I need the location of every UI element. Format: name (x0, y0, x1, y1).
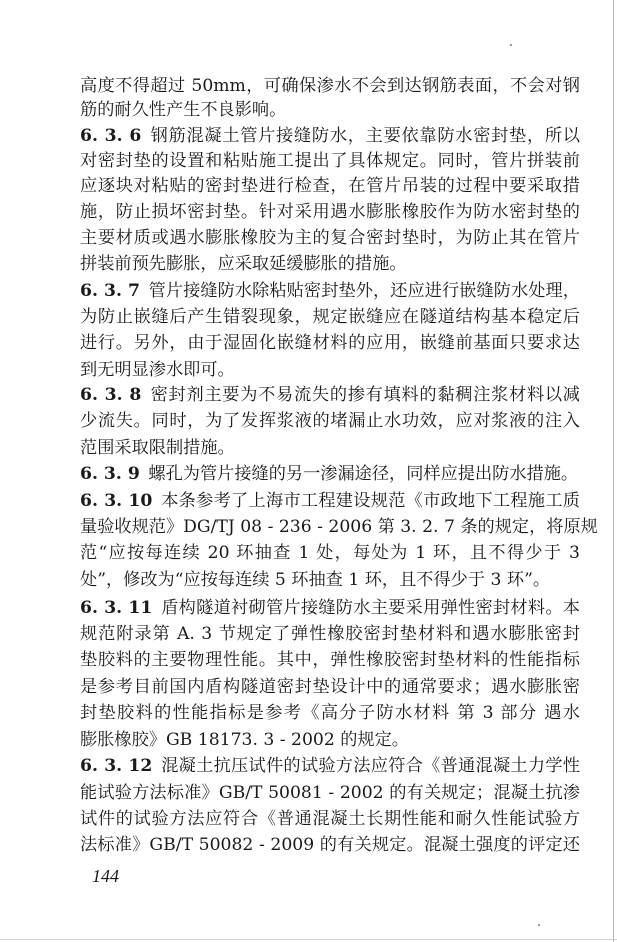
text-line (80, 384, 580, 406)
scan-border-right (613, 0, 614, 942)
text-line (80, 516, 598, 538)
text-line (80, 542, 580, 564)
line-text: 进行。另外，由于湿固化嵌缝材料的应用，嵌缝前基面只要求达 (80, 333, 580, 353)
text-line (80, 808, 580, 830)
scan-speck (510, 44, 512, 46)
section-number: 6. 3. 11 (80, 598, 153, 618)
scan-speck (538, 924, 540, 926)
text-line (80, 729, 580, 751)
line-text: 封垫胶料的性能指标是参考《高分子防水材料 第 3 部分 遇水 (80, 703, 580, 723)
text-line (80, 227, 580, 249)
text-line (80, 569, 580, 591)
text-line (80, 755, 580, 777)
line-text: 到无明显渗水即可。 (80, 360, 235, 380)
line-text: 管片接缝防水除粘贴密封垫外，还应进行嵌缝防水处理， (148, 281, 580, 301)
text-line (80, 280, 580, 302)
text-line (80, 782, 580, 804)
text-line (80, 175, 580, 197)
line-text: 应逐块对粘贴的密封垫进行检查，在管片吊装的过程中要采取措 (80, 176, 580, 196)
text-line (80, 75, 580, 97)
text-line (80, 463, 580, 485)
text-line (80, 834, 580, 856)
line-text: 对密封垫的设置和粘贴施工提出了具体规定。同时，管片拼装前 (80, 151, 580, 171)
line-text: 处”，修改为“应按每连续 5 环抽查 1 环，且不得少于 3 环”。 (80, 570, 551, 590)
section-number: 6. 3. 9 (80, 464, 140, 484)
line-text: 少流失。同时，为了发挥浆液的堵漏止水功效，应对浆液的注入 (80, 411, 580, 431)
scan-border-bottom (0, 939, 617, 940)
text-line (80, 99, 580, 121)
text-line (80, 253, 580, 275)
line-text: 是参考目前国内盾构隧道密封垫设计中的通常要求；遇水膨胀密 (80, 677, 580, 697)
line-text: 膨胀橡胶》GB 18173. 3 - 2002 的规定。 (80, 730, 409, 750)
line-text: 施，防止损坏密封垫。针对采用遇水膨胀橡胶作为防水密封垫的 (80, 202, 580, 222)
line-text: 范围采取限制措施。 (80, 438, 235, 458)
line-text: 钢筋混凝土管片接缝防水，主要依靠防水密封垫，所以 (149, 126, 580, 146)
text-line (80, 676, 580, 698)
text-line (80, 150, 580, 172)
text-line (80, 410, 580, 432)
section-number: 6. 3. 12 (80, 756, 153, 776)
line-text: 筋的耐久性产生不良影响。 (80, 100, 287, 120)
line-text: 螺孔为管片接缝的另一渗漏途径，同样应提出防水措施。 (148, 464, 579, 484)
line-text: 垫胶料的主要物理性能。其中，弹性橡胶密封垫材料的性能指标 (80, 650, 580, 670)
line-text: 密封剂主要为不易流失的掺有填料的黏稠注浆材料以减 (149, 385, 580, 405)
page-number: 144 (92, 866, 119, 886)
line-text: 盾构隧道衬砌管片接缝防水主要采用弹性密封材料。本 (160, 598, 580, 618)
section-number: 6. 3. 8 (80, 385, 142, 405)
section-number: 6. 3. 10 (80, 491, 153, 511)
line-text: 高度不得超过 50mm，可确保渗水不会到达钢筋表面，不会对钢 (80, 76, 580, 96)
section-number: 6. 3. 7 (80, 281, 140, 301)
line-text: 能试验方法标准》GB/T 50081 - 2002 的有关规定；混凝土抗渗 (80, 783, 580, 803)
text-line (80, 332, 580, 354)
text-line (80, 201, 580, 223)
text-line (80, 306, 580, 328)
text-line (80, 623, 580, 645)
line-text: 规范附录第 A. 3 节规定了弹性橡胶密封垫材料和遇水膨胀密封 (80, 624, 580, 644)
line-text: 量验收规范》DG/TJ 08 - 236 - 2006 第 3. 2. 7 条的规定，将原规 (80, 517, 598, 537)
line-text: 混凝土抗压试件的试验方法应符合《普通混凝土力学性 (160, 756, 580, 776)
text-line (80, 125, 580, 147)
section-number: 6. 3. 6 (80, 126, 142, 146)
line-text: 本条参考了上海市工程建设规范《市政地下工程施工质 (160, 491, 580, 511)
text-line (80, 597, 580, 619)
line-text: 试件的试验方法应符合《普通混凝土长期性能和耐久性能试验方 (80, 809, 580, 829)
text-line (80, 359, 580, 381)
text-line (80, 649, 580, 671)
text-line (80, 702, 580, 724)
line-text: 法标准》GB/T 50082 - 2009 的有关规定。混凝土强度的评定还 (80, 835, 580, 855)
text-line (80, 437, 580, 459)
line-text: 主要材质或遇水膨胀橡胶为主的复合密封垫时，为防止其在管片 (80, 228, 580, 248)
text-line (80, 490, 580, 512)
line-text: 范“应按每连续 20 环抽查 1 处，每处为 1 环，且不得少于 3 (80, 543, 580, 563)
line-text: 拼装前预先膨胀，应采取延缓膨胀的措施。 (80, 254, 407, 274)
line-text: 为防止嵌缝后产生错裂现象，规定嵌缝应在隧道结构基本稳定后 (80, 307, 580, 327)
